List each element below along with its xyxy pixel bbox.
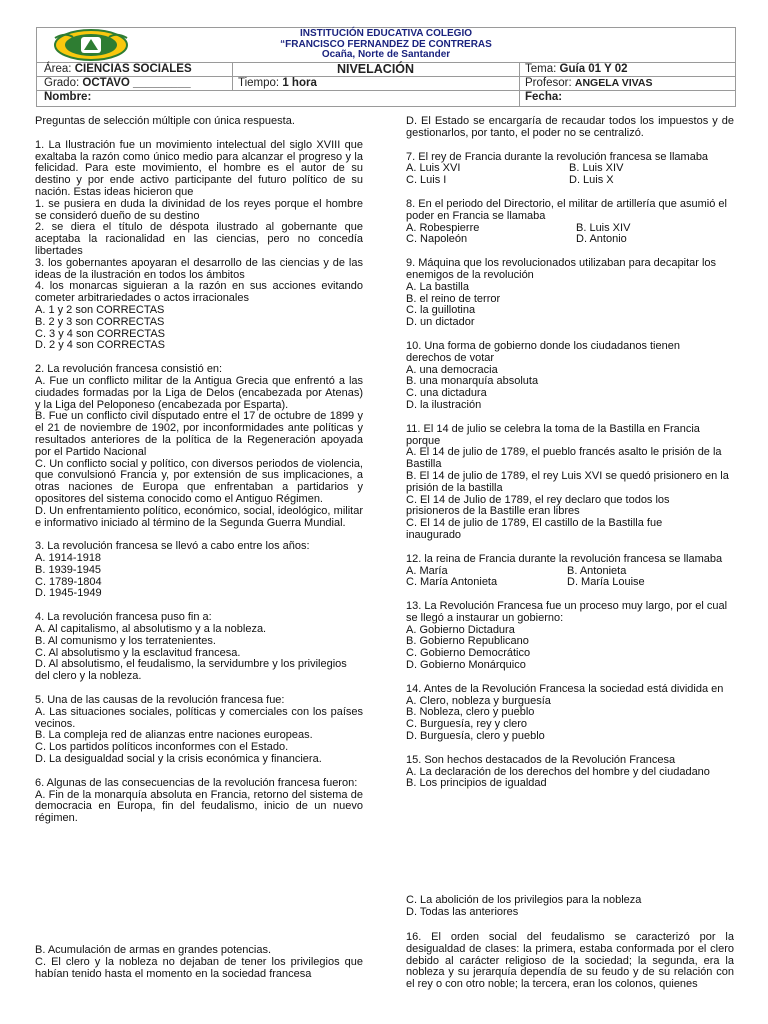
q4-option-a: A. Al capitalismo, al absolutismo y a la nobleza.: [35, 623, 267, 636]
q1-option-b: B. 2 y 3 son CORRECTAS: [35, 315, 165, 328]
q2-option-a: A. Fue un conflicto militar de la Antigua Grecia que enfrentó a las ciudades formadas por la Liga de Delos (encabezada por Atenas) y la Liga del Peloponeso (encabezada por Esparta).: [35, 374, 363, 411]
question-13: [406, 601, 734, 672]
q4-option-d: D. Al absolutismo, el feudalismo, la servidumbre y los privilegios del clero y la nobleza.: [35, 658, 347, 683]
question-14-text: 14. Antes de la Revolución Francesa la sociedad está dividida en: [406, 682, 724, 695]
question-6: [35, 778, 363, 825]
header-row-nombre: [37, 90, 735, 106]
question-16-text: 16. El orden social del feudalismo se caracterizó por la desigualdad de clases: la primera, estaba conformada por el clero debido al carácter religioso de la sociedad; la segunda, era la nobleza y su jerarquía dependía de su feudo y de su relación con el rey o con otro noble; la tercera, eran los colonos, quienes: [406, 931, 734, 991]
q14-option-b: B. Nobleza, clero y pueblo: [406, 706, 535, 719]
question-15-continued: [406, 895, 734, 919]
q2-option-d: D. Un enfrentamiento político, económico, social, ideológico, militar e informativo iniciado al término de la Segunda Guerra Mundial.: [35, 504, 363, 529]
q3-option-c: C. 1789-1804: [35, 575, 102, 588]
q2-option-b: B. Fue un conflicto civil disputado entre el 17 de octubre de 1899 y el 21 de noviembre de 1902, por inconformidades ante políticas y resultados anteriores de la política de la Regeneración apoyada por el Partido Nacional: [35, 410, 363, 458]
q10-option-d: D. la ilustración: [406, 398, 482, 411]
q7-option-d: D. Luis X: [569, 174, 614, 187]
q5-option-b: B. La compleja red de alianzas entre naciones europeas.: [35, 729, 313, 742]
q15-option-a: A. La declaración de los derechos del hombre y del ciudadano: [406, 765, 710, 778]
q13-option-d: D. Gobierno Monárquico: [406, 659, 526, 672]
q3-option-a: A. 1914-1918: [35, 552, 102, 565]
q13-option-b: B. Gobierno Republicano: [406, 635, 529, 648]
q1-option-a: A. 1 y 2 son CORRECTAS: [35, 303, 165, 316]
q12-option-c: C. María Antonieta: [406, 576, 498, 589]
school-line-2: “FRANCISCO FERNANDEZ DE CONTRERAS: [280, 38, 492, 50]
q8-option-d: D. Antonio: [576, 233, 627, 246]
tiempo-value: 1 hora: [282, 77, 317, 89]
q13-option-c: C. Gobierno Democrático: [406, 647, 531, 660]
question-14: [406, 684, 734, 743]
q11-option-c2: C. El 14 de julio de 1789, El castillo de la Bastilla fue inaugurado: [406, 517, 663, 541]
q1-item: 1. se pusiera en duda la divinidad de los reyes porque el hombre se consideró dueño de su destino: [35, 197, 363, 222]
question-1-text: 1. La Ilustración fue un movimiento intelectual del siglo XVIII que exaltaba la razón como único medio para alcanzar el progreso y la felicidad. Para este movimiento, el hombre es el autor de su destino y por ende activo participante del futuro político de su nación. Estas ideas hicieron que: [35, 138, 363, 198]
question-8: [406, 199, 734, 246]
question-6-continued: [35, 945, 363, 980]
q6-option-d: D. El Estado se encargaría de recaudar todos los impuestos y de gestionarlos, por tanto, el poder no se centralizó.: [406, 115, 734, 139]
q10-option-a: A. una democracia: [406, 363, 498, 376]
header-row-area: [37, 62, 735, 76]
q1-item: 3. los gobernantes apoyaran el desarrollo de las ciencias y de las ideas de la ilustración en todos los ámbitos: [35, 256, 363, 281]
q5-option-d: D. La desigualdad social y la crisis económica y financiera.: [35, 753, 322, 766]
question-8-text: 8. En el periodo del Directorio, el militar de artillería que asumió el poder en Francia se llamaba: [406, 197, 727, 222]
question-13-text: 13. La Revolución Francesa fue un proceso muy largo, por el cual se llegó a instaurar un gobierno:: [406, 600, 728, 624]
q7-option-c: C. Luis I: [406, 174, 447, 187]
question-15-text: 15. Son hechos destacados de la Revolución Francesa: [406, 753, 676, 766]
question-4: [35, 612, 363, 683]
question-12-text: 12. la reina de Francia durante la revolución francesa se llamaba: [406, 552, 723, 565]
school-line-3: Ocaña, Norte de Santander: [321, 49, 451, 60]
q6-option-c: C. El clero y la nobleza no dejaban de tener los privilegios que habían tenido hasta el momento en la sociedad francesa: [35, 955, 363, 980]
question-9: [406, 258, 734, 329]
q1-item: 2. se diera el título de déspota ilustrado al gobernante que aceptaba la racionalidad en las ciencias, pero no concedía libertades: [35, 221, 363, 257]
q4-option-c: C. Al absolutismo y la esclavitud francesa.: [35, 646, 241, 659]
q9-option-b: B. el reino de terror: [406, 292, 501, 305]
question-6-text: 6. Algunas de las consecuencias de la revolución francesa fueron:: [35, 776, 358, 789]
q7-option-a: A. Luis XVI: [406, 162, 461, 175]
q9-option-c: C. la guillotina: [406, 304, 476, 317]
question-11: [406, 424, 734, 542]
q9-option-a: A. La bastilla: [406, 280, 469, 293]
q1-item: 4. los monarcas siguieran a la razón en sus acciones evitando cometer arbitrariedades o actos irracionales: [35, 280, 363, 305]
question-11-text: 11. El 14 de julio se celebra la toma de la Bastilla en Francia porque: [406, 422, 700, 447]
q15-option-c: C. La abolición de los privilegios para la nobleza: [406, 894, 642, 906]
grado-value: OCTAVO _________: [82, 77, 191, 89]
header-row-grado: [37, 76, 735, 90]
question-5-text: 5. Una de las causas de la revolución francesa fue:: [35, 694, 285, 707]
question-3: [35, 541, 363, 600]
q5-option-a: A. Las situaciones sociales, políticas y comerciales con los países vecinos.: [35, 705, 363, 730]
q3-option-b: B. 1939-1945: [35, 563, 102, 576]
q5-option-c: C. Los partidos políticos inconformes con el Estado.: [35, 741, 289, 754]
instructions: Preguntas de selección múltiple con única respuesta.: [35, 115, 295, 127]
nombre-label: Nombre:: [44, 91, 92, 103]
tiempo-label: Tiempo: 1 hora: [238, 77, 317, 89]
question-7-text: 7. El rey de Francia durante la revolución francesa se llamaba: [406, 150, 709, 163]
school-line-1: INSTITUCIÓN EDUCATIVA COLEGIO: [299, 28, 473, 39]
q11-option-b: B. El 14 de julio de 1789, el rey Luis XVI se quedó prisionero en la prisión de la bastilla: [406, 469, 729, 494]
question-7: [406, 152, 734, 187]
question-4-text: 4. La revolución francesa puso fin a:: [35, 611, 212, 624]
q14-option-c: C. Burguesía, rey y clero: [406, 718, 528, 731]
right-column: [406, 116, 734, 802]
question-16: [406, 932, 734, 991]
question-1: [35, 140, 363, 352]
q3-option-d: D. 1945-1949: [35, 587, 102, 600]
q10-option-b: B. una monarquía absoluta: [406, 375, 539, 388]
question-10-text: 10. Una forma de gobierno donde los ciudadanos tienen derechos de votar: [406, 339, 680, 364]
q12-option-a: A. María: [406, 564, 448, 577]
q15-option-b: B. Los principios de igualdad: [406, 777, 547, 790]
q12-option-d: D. María Louise: [567, 576, 645, 589]
q15-option-d: D. Todas las anteriores: [406, 905, 519, 918]
question-5: [35, 695, 363, 766]
q11-option-c: C. El 14 de Julio de 1789, el rey declaro que todos los prisioneros de la Bastille eran libres: [406, 493, 670, 518]
q12-option-b: B. Antonieta: [567, 564, 627, 577]
question-12: [406, 554, 734, 589]
q6-option-b: B. Acumulación de armas en grandes potencias.: [35, 944, 272, 956]
q8-option-c: C. Napoleón: [406, 233, 468, 246]
area-label: Área: CIENCIAS SOCIALES: [44, 63, 192, 75]
area-value: CIENCIAS SOCIALES: [74, 63, 192, 75]
profesor-value: ANGELA VIVAS: [574, 77, 653, 89]
header-table: [36, 27, 736, 107]
question-10: [406, 341, 734, 412]
q9-option-d: D. un dictador: [406, 316, 475, 329]
q14-option-d: D. Burguesía, clero y pueblo: [406, 730, 545, 743]
left-column: [35, 116, 363, 837]
q11-option-a: A. El 14 de julio de 1789, el pueblo francés asalto le prisión de la Bastilla: [406, 446, 722, 471]
question-2-text: 2. La revolución francesa consistió en:: [35, 363, 223, 376]
profesor-label: Profesor: ANGELA VIVAS: [525, 77, 653, 89]
school-name: [37, 29, 735, 61]
question-3-text: 3. La revolución francesa se llevó a cabo entre los años:: [35, 540, 310, 553]
question-2: [35, 364, 363, 529]
q2-option-c: C. Un conflicto social y político, con diversos periodos de violencia, que convulsionó Francia y, por extensión de sus implicaciones, a otras naciones de Europa que enfrentaban a partidarios y opositores del sistema conocido como el Antiguo Régimen.: [35, 457, 363, 505]
q6-option-a: A. Fin de la monarquía absoluta en Francia, retorno del sistema de democracia en Europa, fin del feudalismo, inicio de un nuevo régimen.: [35, 788, 363, 825]
q8-option-b: B. Luis XIV: [576, 221, 631, 234]
q8-option-a: A. Robespierre: [406, 221, 480, 234]
nivelacion-title: NIVELACIÓN: [336, 62, 415, 76]
fecha-label: Fecha:: [525, 91, 563, 103]
q10-option-c: C. una dictadura: [406, 387, 487, 400]
question-9-text: 9. Máquina que los revolucionados utilizaban para decapitar los enemigos de la revolución: [406, 257, 717, 281]
q7-option-b: B. Luis XIV: [569, 162, 624, 175]
q1-option-d: D. 2 y 4 son CORRECTAS: [35, 339, 165, 352]
grado-label: Grado: OCTAVO _________: [44, 77, 191, 89]
q14-option-a: A. Clero, nobleza y burguesía: [406, 694, 551, 707]
question-6-option-d: [406, 116, 734, 140]
q1-option-c: C. 3 y 4 son CORRECTAS: [35, 327, 165, 340]
tema-label: Tema: Guía 01 Y 02: [525, 63, 628, 75]
tema-value: Guía 01 Y 02: [559, 63, 628, 75]
q13-option-a: A. Gobierno Dictadura: [406, 623, 515, 636]
question-15: [406, 755, 734, 790]
q4-option-b: B. Al comunismo y los terratenientes.: [35, 634, 216, 647]
